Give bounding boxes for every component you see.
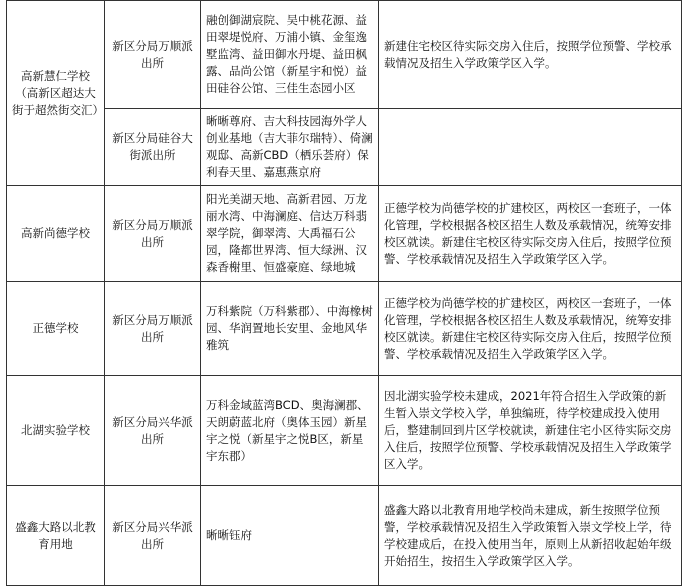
police-station: 新区分局万顺派出所 — [112, 312, 193, 344]
school-name-cell — [7, 1, 105, 186]
police-station: 新区分局兴华派出所 — [112, 414, 193, 446]
enrollment-policy-cell — [379, 282, 682, 376]
enrollment-policy-cell — [379, 486, 682, 586]
table-row — [7, 109, 682, 186]
enrollment-policy-cell — [379, 109, 682, 186]
police-station-cell — [105, 282, 201, 376]
residential-areas: 万科金域蓝湾BCD、奥海澜郡、天朗蔚蓝北府（奥体玉园）新星宇之悦（新星宇之悦B区，新星宇东郡） — [206, 397, 369, 463]
school-name: 正德学校 — [32, 321, 79, 335]
police-station-cell — [105, 109, 201, 186]
enrollment-policy: 正德学校为尚德学校的扩建校区，两校区一套班子，一体化管理，学校根据各校区招生人数及承载情况，统筹安排校区就读。新建住宅校区待实际交房入住后，按照学位预警、学校承载情况及招生入学政策学区入学。 — [384, 295, 672, 361]
residential-areas-cell — [201, 486, 379, 586]
school-name-cell — [7, 186, 105, 282]
enrollment-policy-cell — [379, 186, 682, 282]
police-station: 新区分局万顺派出所 — [112, 38, 193, 70]
school-name-cell — [7, 486, 105, 586]
enrollment-policy-cell — [379, 1, 682, 109]
table-row — [7, 186, 682, 282]
residential-areas: 晰晰钰府 — [206, 528, 252, 542]
school-name: 高新尚德学校 — [21, 226, 90, 240]
residential-areas-cell — [201, 109, 379, 186]
enrollment-policy: 新建住宅校区待实际交房入住后，按照学位预警、学校承载情况及招生入学政策学区入学。 — [384, 38, 672, 70]
police-station-cell — [105, 376, 201, 486]
police-station: 新区分局兴华派出所 — [112, 519, 193, 551]
school-name: 盛鑫大路以北教育用地 — [15, 519, 96, 551]
residential-areas: 阳光美湖天地、高新君园、万龙丽水湾、中海澜庭、信达万科翡翠学院，御翠湾、大禹福石公园，隆都世界湾、恒大绿洲、汉森香榭里、恒盛豪庭、绿地城 — [206, 192, 367, 274]
school-name-cell — [7, 282, 105, 376]
residential-areas: 晰晰尊府、吉大科技园海外学人创业基地（吉大菲尔瑞特）、倚澜观邸、高新CBD（栖乐荟府）保利春天里、嘉惠燕京府 — [206, 114, 373, 179]
table-row — [7, 282, 682, 376]
school-name-cell — [7, 376, 105, 486]
residential-areas-cell — [201, 186, 379, 282]
residential-areas-cell — [201, 376, 379, 486]
enrollment-policy-cell — [379, 376, 682, 486]
residential-areas: 万科紫院（万科紫郡）、中海橡树园、华润置地长安里、金地风华雅筑 — [206, 304, 373, 352]
school-district-table — [6, 0, 682, 586]
school-name: 北湖实验学校 — [21, 423, 90, 437]
enrollment-policy: 因北湖实验学校未建成，2021年符合招生入学政策的新生暂入崇文学校入学，单独编班，待学校建成投入使用后，整建制回到片区学校就读，新建住宅小区待实际交房入住后，按照学位预警、学校承载情况及招生入学政策学区入学。 — [384, 389, 672, 471]
table-row — [7, 486, 682, 586]
police-station-cell — [105, 1, 201, 109]
table-row — [7, 376, 682, 486]
residential-areas-cell — [201, 1, 379, 109]
enrollment-policy: 正德学校为尚德学校的扩建校区，两校区一套班子，一体化管理，学校根据各校区招生人数及承载情况，统筹安排校区就读。新建住宅校区待实际交房入住后，按照学位预警、学校承载情况及招生入学政策学区入学。 — [384, 200, 672, 266]
table-row — [7, 1, 682, 109]
residential-areas: 融创御湖宸院、吴中桃花源、益田翠堤悦府、万浦小镇、金玺逸墅监湾、益田御水丹堤、益田枫露、品尚公馆（新星宇和悦）益田硅谷公馆、三佳生态园小区 — [206, 13, 367, 95]
enrollment-policy: 盛鑫大路以北教育用地学校尚未建成，新生按照学位预警，学校承载情况及招生入学政策暂入崇文学校上学，待学校建成后，在投入使用当年，原则上从新招收起始年级开始招生，按招生入学政策学区入学。 — [384, 502, 672, 568]
residential-areas-cell — [201, 282, 379, 376]
school-name: 高新慧仁学校（高新区超达大街于超然街交汇） — [12, 68, 104, 117]
police-station-cell — [105, 486, 201, 586]
police-station: 新区分局万顺派出所 — [112, 217, 193, 249]
police-station-cell — [105, 186, 201, 282]
police-station: 新区分局硅谷大街派出所 — [112, 131, 193, 162]
